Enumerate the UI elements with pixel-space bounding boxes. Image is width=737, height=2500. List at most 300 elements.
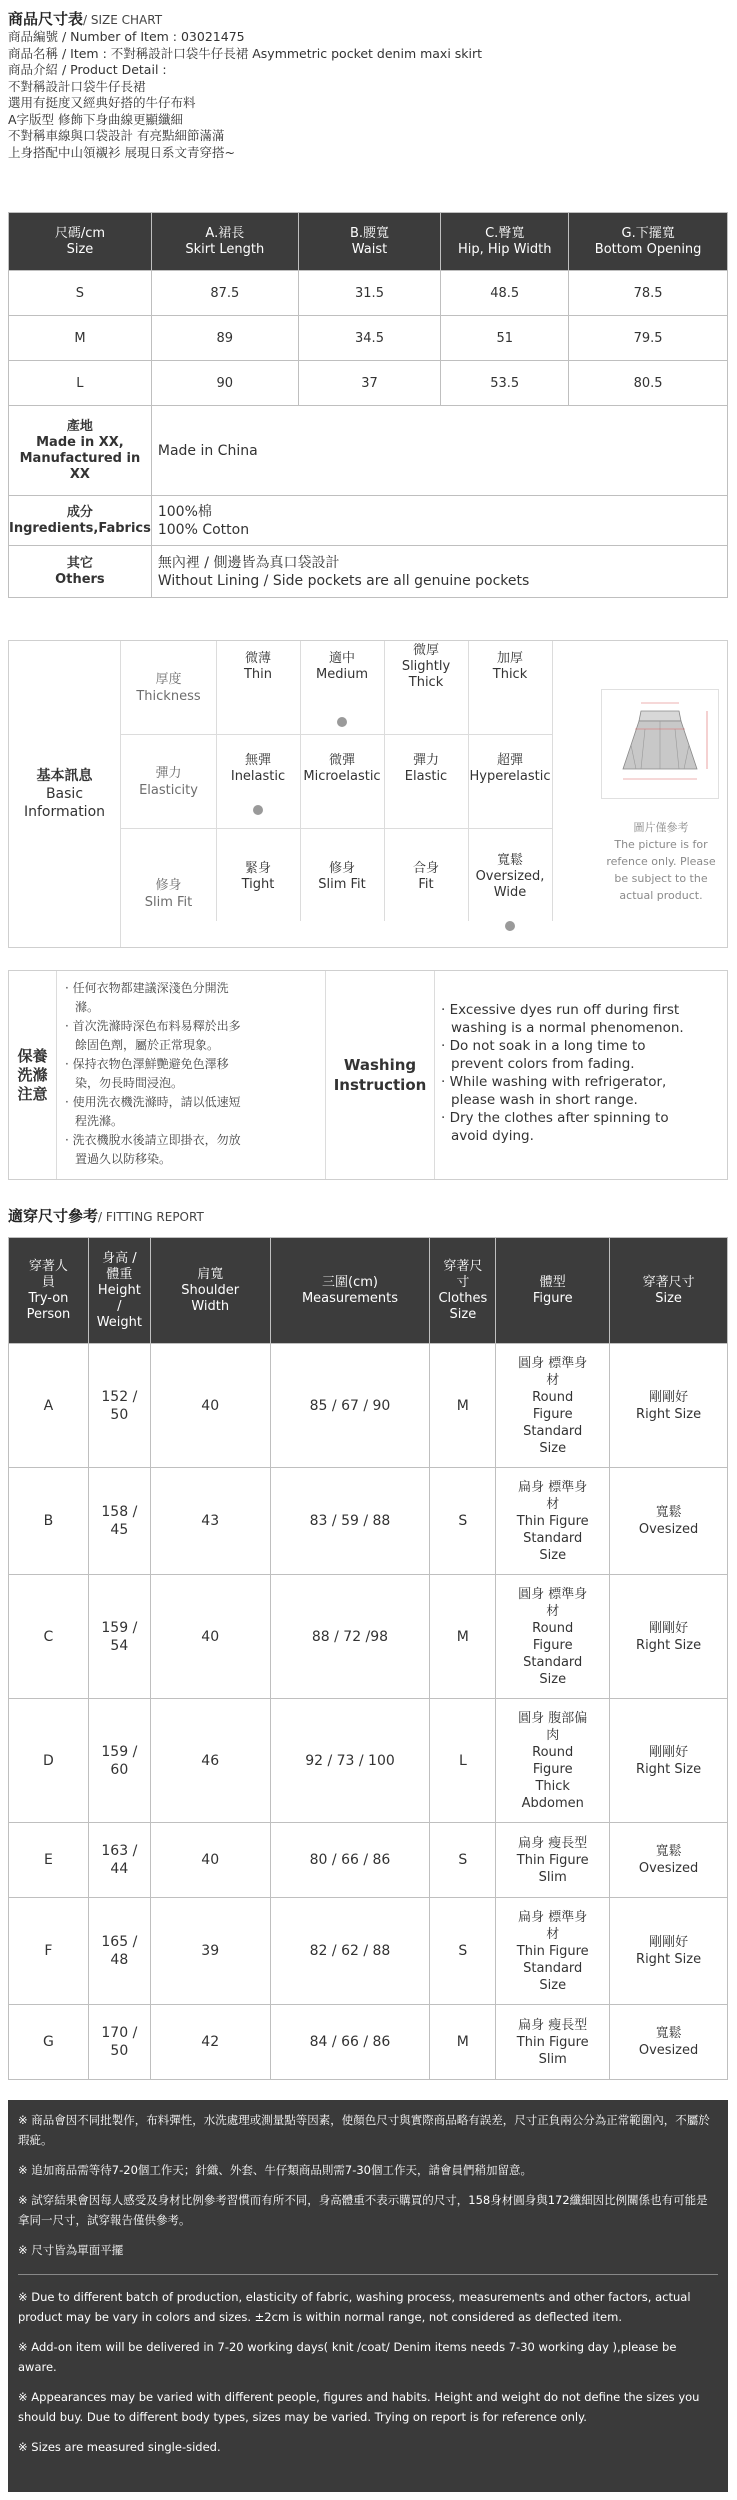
figure-cell [496,1468,610,1575]
elasticity-option-hyperelastic [468,753,552,785]
washing-en-line: please wash in short range. [451,1092,638,1108]
figure-cell-line: 圓身 標準身 [518,1355,588,1371]
option-en: Thick [492,667,528,682]
washing-en-line: avoid dying. [451,1128,534,1144]
option-zh: 緊身 [244,861,271,876]
height-weight-cell-line: 152 / [101,1388,138,1405]
size-chart-title-zh: 商品尺寸表 [8,10,84,28]
figure-cell [496,1699,610,1823]
figure-cell-line: 材 [546,1372,560,1388]
option-zh: 微薄 [244,651,271,666]
figure-cell [496,1823,610,1898]
header-line: 穿著人 [28,1258,68,1274]
option-zh: 微厚 [412,643,439,658]
shoulder-cell: 40 [150,1823,270,1898]
header-line: Size [655,1290,682,1306]
measurements-cell: 88 / 72 /98 [270,1575,430,1699]
height-weight-cell-line: 60 [110,1761,129,1778]
option-en: Microelastic [303,769,381,784]
option-en: Oversized, [475,869,545,884]
option-en: Slim Fit [318,877,366,892]
clothes-size-cell: M [430,1575,496,1699]
fit-option-slim [300,861,384,893]
product-detail-line: 不對稱車線與口袋設計 有亮點細節滿滿 [8,128,225,143]
figure-cell-line: Figure [532,1637,573,1653]
size-chart-title-en: / SIZE CHART [83,13,163,27]
header-zh: C.臀寬 [485,225,525,241]
bottom-cell: 80.5 [569,361,728,406]
header-line: 體型 [539,1274,566,1290]
waist-header-cell [298,213,440,271]
picture-note-zh: 圖片僅參考 [633,821,689,834]
note-zh: ※ 尺寸皆為單面平擺 [18,2243,124,2257]
option-zh: 微彈 [328,753,355,768]
option-zh: 適中 [328,651,355,666]
hip-cell: 48.5 [441,271,569,316]
product-detail-line: 不對稱設計口袋牛仔長裙 [8,78,146,94]
hip-cell: 51 [441,316,569,361]
picture-note [597,819,725,904]
figure-cell-line: Standard [523,1654,583,1670]
fabric-label-en: Ingredients,Fabrics [9,520,151,536]
figure-cell-line: Thin Figure [516,1852,589,1868]
header-en: Hip, Hip Width [458,241,552,257]
basic-info-panel [8,640,728,948]
waist-cell: 34.5 [298,316,440,361]
elasticity-label-en: Elasticity [139,783,198,798]
header-line: Person [26,1306,71,1322]
header-line: Measurements [301,1290,398,1306]
others-value [151,546,727,598]
note-zh: ※ 追加商品需等待7-20個工作天；針織、外套、牛仔類商品則需7-30個工作天，請會員們稍加留意。 [18,2163,532,2177]
bottom-header-cell [569,213,728,271]
washing-en-line: · While washing with refrigerator, [441,1074,667,1090]
washing-en-line: · Dry the clothes after spinning to [441,1110,669,1126]
elasticity-label-zh: 彈力 [155,766,182,781]
person-cell: D [9,1699,89,1823]
washing-en-line: prevent colors from fading. [451,1056,635,1072]
fitting-table [8,1237,728,2080]
figure-cell-line: Size [539,1977,567,1993]
fit-cell-line: Right Size [636,1761,702,1777]
person-cell: B [9,1468,89,1575]
fit-cell [610,1575,728,1699]
option-en: Inelastic [230,769,286,784]
others-label [9,546,152,598]
divider [121,734,552,735]
measurements-cell: 80 / 66 / 86 [270,1823,430,1898]
option-en: Medium [316,667,368,682]
fitting-table-header [9,1238,728,1344]
washing-en-text [441,1001,725,1145]
fit-cell-line: Ovesized [638,2043,699,2058]
option-zh: 合身 [412,861,439,876]
option-zh: 寬鬆 [496,853,523,868]
fit-cell-line: 剛剛好 [649,1620,689,1636]
product-detail-line: A字版型 修飾下身曲線更顯纖細 [8,111,184,127]
picture-note-en: be subject to the [614,872,708,885]
fitting-report-title-zh: 適穿尺寸參考 [8,1207,99,1225]
origin-label [9,406,152,496]
thickness-selected-dot [337,717,347,727]
figure-cell-line: Thin Figure [516,2034,589,2050]
fitting-report-title-en: / FITTING REPORT [98,1210,204,1224]
header-zh: 尺碼/cm [54,225,106,241]
fit-cell-line: Ovesized [638,1522,699,1537]
header-line: 三圍(cm) [322,1274,378,1290]
figure-cell-line: Size [539,1671,567,1687]
washing-en-line: · Excessive dyes run off during first [441,1002,680,1018]
washing-instruction-line: Washing [343,1056,417,1074]
note-zh: ※ 試穿結果會因每人感受及身材比例參考習慣而有所不同，身高體重不表示購買的尺寸，158身材圓身與172纖細因比例關係也有可能是拿同一尺寸，試穿報告僅供參考。 [18,2193,708,2227]
figure-cell-line: Abdomen [521,1795,584,1811]
option-zh: 彈力 [412,753,439,768]
measurements-cell: 82 / 62 / 88 [270,1898,430,2005]
fabric-label-zh: 成分 [66,504,93,520]
basic-info-label [9,641,121,947]
fit-option-fit [384,861,468,893]
header-line: 員 [41,1274,55,1290]
header-en: Waist [351,241,388,257]
header-figure [496,1238,610,1344]
shoulder-cell: 40 [150,1575,270,1699]
figure-cell-line: Slim [538,2051,567,2067]
figure-cell-line: Round [532,1389,574,1405]
others-value-en: Without Lining / Side pockets are all genuine pockets [157,572,530,589]
height-weight-cell-line: 54 [110,1637,129,1654]
height-weight-cell-line: 170 / [101,2025,138,2041]
figure-cell-line: Standard [523,1423,583,1439]
note-en: ※ Due to different batch of production, elasticity of fabric, washing process, measurements and other factors, actual product may be vary in colors and sizes. ±2cm is within normal range, not considered as deflected item. [18,2290,691,2324]
header-line: 體重 [106,1266,133,1282]
notes-panel [8,2100,728,2492]
origin-value: Made in China [151,406,727,496]
basic-info-label-en: Information [23,804,106,820]
length-cell: 89 [151,316,298,361]
washing-zh-text [65,979,325,1169]
measurements-cell: 84 / 66 / 86 [270,2005,430,2080]
figure-cell-line: Round [532,1744,574,1760]
header-line: Figure [532,1290,573,1306]
option-en: Thin [243,667,273,682]
header-line: Try-on [28,1290,69,1306]
figure-cell-line: Size [539,1547,567,1563]
fabric-value-en: 100% Cotton [157,521,250,538]
fit-label-zh: 修身 [155,878,182,893]
option-en: Thick [408,675,444,690]
clothes-size-cell: M [430,2005,496,2080]
length-cell: 87.5 [151,271,298,316]
height-weight-cell [88,1468,150,1575]
elasticity-option-microelastic [300,753,384,785]
fit-label-en: Slim Fit [144,895,193,910]
note-zh: ※ 商品會因不同批製作，布料彈性，水洗處理或測量點等因素，使顏色尺寸與實際商品略有誤差，尺寸正負兩公分為正常範圍內，不屬於瑕疵。 [18,2113,710,2147]
size-table [8,212,728,598]
fit-cell-line: 剛剛好 [649,1935,689,1950]
height-weight-cell [88,1575,150,1699]
header-line: Shoulder [181,1282,240,1298]
size-chart-title [8,8,728,29]
product-header [8,8,728,161]
note-en: ※ Appearances may be varied with different people, figures and habits. Height and weight do not define the sizes you should buy. Due to different body types, sizes may be varied. Trying on report is for reference only. [18,2390,700,2424]
figure-cell-line: 圓身 標準身 [518,1586,588,1602]
figure-cell [496,1898,610,2005]
header-zh: G.下擺寬 [621,225,675,241]
skirt-diagram-icon [601,689,719,799]
figure-cell-line: 肉 [546,1727,560,1743]
others-label-en: Others [55,571,105,587]
height-weight-cell-line: 48 [110,1952,129,1968]
figure-cell [496,1344,610,1468]
figure-cell-line: 材 [546,1926,560,1942]
person-cell: G [9,2005,89,2080]
header-line: 寸 [456,1274,470,1290]
origin-label-en: Manufactured in [19,450,141,466]
header-clothes-size [430,1238,496,1344]
elasticity-option-inelastic [216,753,300,785]
washing-zh-line: · 保持衣物色澤鮮艷避免色澤移 [65,1057,229,1071]
thickness-option-slightly-thick [384,643,468,691]
picture-note-en: The picture is for [614,838,708,851]
header-line: 穿著尺 [443,1258,483,1274]
note-en: ※ Sizes are measured single-sided. [18,2440,221,2454]
header-zh: B.腰寬 [349,225,390,241]
washing-label [9,971,57,1179]
washing-label-line: 注意 [17,1084,48,1103]
washing-zh-line: · 首次洗滌時深色布料易釋於出多 [65,1019,241,1033]
fit-cell [610,1344,728,1468]
option-en: Fit [418,877,434,892]
elasticity-selected-dot [253,805,263,815]
thickness-option-medium [300,651,384,683]
hip-cell: 53.5 [441,361,569,406]
height-weight-cell-line: 163 / [101,1843,138,1859]
fit-cell [610,1468,728,1575]
washing-label-line: 洗滌 [17,1065,48,1084]
height-weight-cell [88,1344,150,1468]
header-shoulder [150,1238,270,1344]
height-weight-cell-line: 50 [110,2043,129,2059]
washing-zh-line: 滌。 [75,1000,100,1014]
fit-cell [610,2005,728,2080]
measurements-cell: 83 / 59 / 88 [270,1468,430,1575]
notes-divider [18,2274,718,2275]
figure-cell-line: 材 [546,1603,560,1619]
origin-label-en: Made in XX, [36,434,124,450]
fit-cell-line: Right Size [636,1406,702,1422]
figure-cell-line: Figure [532,1761,573,1777]
product-number: 商品編號 / Number of Item : 03021475 [8,29,245,44]
size-table-header [9,213,728,271]
origin-row [9,406,728,496]
washing-instruction-label [325,971,435,1179]
fit-cell [610,1898,728,2005]
figure-cell-line: Thin Figure [516,1513,589,1529]
fit-selected-dot [505,921,515,931]
washing-zh-line: 程洗滌。 [75,1114,124,1128]
hip-header-cell [441,213,569,271]
washing-zh-line: · 任何衣物都建議深淺色分開洗 [65,981,229,995]
size-row-m [9,316,728,361]
others-row [9,546,728,598]
fitting-row [9,2005,728,2080]
measurements-cell: 92 / 73 / 100 [270,1699,430,1823]
figure-cell [496,2005,610,2080]
height-weight-cell-line: 45 [110,1522,129,1538]
height-weight-cell-line: 159 / [101,1743,138,1760]
height-weight-cell [88,2005,150,2080]
header-line: Height [97,1282,141,1298]
shoulder-cell: 40 [150,1344,270,1468]
figure-cell-line: Figure [532,1406,573,1422]
height-weight-cell-line: 158 / [101,1504,138,1520]
figure-cell-line: 扁身 瘦長型 [518,1835,588,1851]
size-row-l [9,361,728,406]
divider [552,641,553,921]
elasticity-label [121,765,216,799]
waist-cell: 31.5 [298,271,440,316]
divider [121,828,552,829]
header-line: 身高 / [102,1250,137,1266]
height-weight-cell-line: 44 [110,1861,129,1877]
figure-cell-line: 扁身 標準身 [518,1909,588,1925]
thickness-label [121,671,216,705]
figure-cell-line: 材 [546,1496,560,1512]
figure-cell-line: Thin Figure [516,1943,589,1959]
washing-zh-line: 置過久以防移染。 [75,1152,172,1166]
product-detail-label: 商品介紹 / Product Detail : [8,62,167,77]
height-weight-cell-line: 165 / [101,1934,138,1950]
option-en: Wide [493,885,527,900]
fit-cell [610,1823,728,1898]
option-zh: 修身 [328,861,355,876]
size-cell: S [9,271,152,316]
height-weight-cell [88,1823,150,1898]
header-line: Size [449,1306,477,1322]
washing-en-line: washing is a normal phenomenon. [451,1020,684,1036]
shoulder-cell: 46 [150,1699,270,1823]
thickness-label-zh: 厚度 [155,672,182,687]
header-line: 穿著尺寸 [642,1274,695,1290]
figure-cell-line: Round [532,1620,574,1636]
basic-info-label-en: Basic [45,786,84,802]
header-line: Clothes [438,1290,488,1306]
shoulder-cell: 42 [150,2005,270,2080]
fit-cell-line: Right Size [636,1637,702,1653]
option-en: Slightly [401,659,451,674]
picture-note-en: actual product. [619,889,703,902]
option-en: Tight [241,877,275,892]
figure-cell-line: 圓身 腹部偏 [518,1710,588,1726]
bottom-cell: 79.5 [569,316,728,361]
header-height-weight [88,1238,150,1344]
size-cell: L [9,361,152,406]
fitting-row [9,1699,728,1823]
option-en: Elastic [404,769,448,784]
height-weight-cell-line: 50 [110,1406,129,1423]
shoulder-cell: 39 [150,1898,270,2005]
header-en: Skirt Length [185,241,265,257]
washing-label-line: 保養 [17,1046,48,1065]
figure-cell-line: 扁身 標準身 [518,1479,588,1495]
fit-cell-line: 寬鬆 [655,1844,682,1859]
figure-cell-line: 扁身 瘦長型 [518,2017,588,2033]
product-detail-line: 上身搭配中山領襯衫 展現日系文青穿搭~ [8,144,235,160]
length-header-cell [151,213,298,271]
header-fit [610,1238,728,1344]
fit-cell-line: 剛剛好 [649,1744,689,1760]
fit-option-oversized [468,853,552,901]
figure-cell-line: Standard [523,1960,583,1976]
others-value-zh: 無內裡 / 側邊皆為真口袋設計 [157,554,340,571]
fabric-row [9,496,728,546]
header-en: Size [66,241,94,257]
others-label-zh: 其它 [66,555,93,571]
size-row-s [9,271,728,316]
fitting-row [9,1823,728,1898]
height-weight-cell [88,1898,150,2005]
washing-en-line: · Do not soak in a long time to [441,1038,646,1054]
fitting-row [9,1468,728,1575]
fit-label [121,877,216,911]
clothes-size-cell: S [430,1898,496,2005]
thickness-option-thick [468,651,552,683]
height-weight-cell-line: 159 / [101,1619,138,1636]
fit-cell-line: 剛剛好 [649,1389,689,1405]
fabric-value [151,496,727,546]
option-zh: 加厚 [496,651,523,666]
washing-zh-line: 餘固色劑，屬於正常現象。 [75,1038,220,1052]
clothes-size-cell: S [430,1468,496,1575]
fit-cell-line: Ovesized [638,1861,699,1876]
option-zh: 超彈 [496,753,523,768]
option-zh: 無彈 [244,753,271,768]
header-line: / [117,1298,122,1314]
washing-panel [8,970,728,1180]
picture-note-en: refence only. Please [606,855,716,868]
figure-cell-line: Size [539,1440,567,1456]
fabric-value-zh: 100%棉 [157,503,212,520]
clothes-size-cell: L [430,1699,496,1823]
header-line: Width [191,1298,230,1314]
origin-label-en: XX [69,466,90,482]
basic-info-label-zh: 基本訊息 [36,768,93,784]
clothes-size-cell: S [430,1823,496,1898]
person-cell: C [9,1575,89,1699]
fit-cell-line: 寬鬆 [655,2026,682,2041]
waist-cell: 37 [298,361,440,406]
fitting-row [9,1344,728,1468]
size-cell: M [9,316,152,361]
length-cell: 90 [151,361,298,406]
figure-cell [496,1575,610,1699]
fit-cell [610,1699,728,1823]
fit-option-tight [216,861,300,893]
fabric-label [9,496,152,546]
elasticity-option-elastic [384,753,468,785]
person-cell: E [9,1823,89,1898]
thickness-option-thin [216,651,300,683]
shoulder-cell: 43 [150,1468,270,1575]
header-measurements [270,1238,430,1344]
figure-cell-line: Standard [523,1530,583,1546]
washing-zh-line: · 洗衣機脫水後請立即掛衣，勿放 [65,1133,241,1147]
fitting-report-title [8,1205,204,1226]
figure-cell-line: Slim [538,1869,567,1885]
bottom-cell: 78.5 [569,271,728,316]
person-cell: F [9,1898,89,2005]
header-zh: A.裙長 [205,225,245,241]
